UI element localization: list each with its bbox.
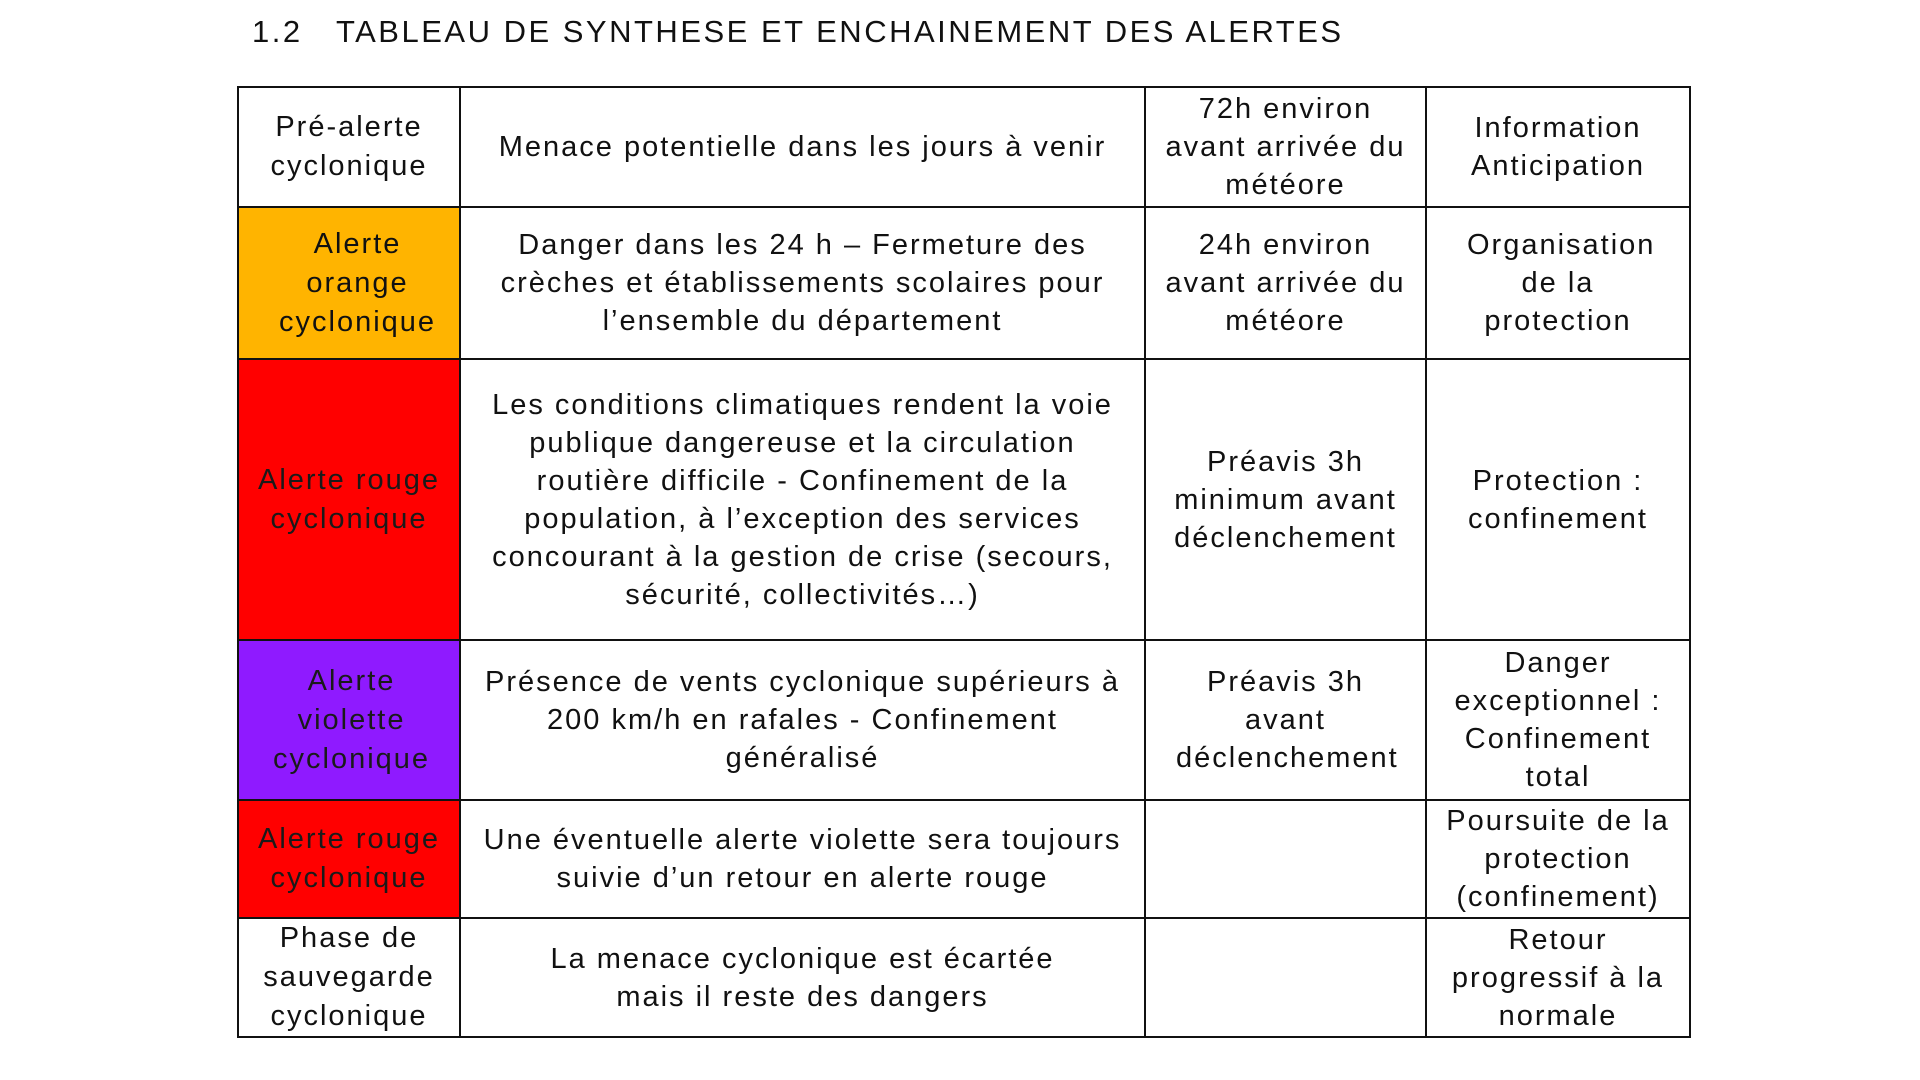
alert-description-cell: Les conditions climatiques rendent la voie publique dangereuse et la circulation routière difficile - Confinement de la population, à l’exception des services concourant à la gestion de crise (secours, sécurité, collectivités…) — [460, 359, 1145, 640]
table-row — [238, 207, 1690, 359]
alert-timing-cell — [1145, 800, 1426, 918]
alert-level-label: Alerte rouge cyclonique — [258, 823, 440, 894]
alert-timing-cell: 72h environ avant arrivée du météore — [1145, 87, 1426, 207]
alert-level-cell — [238, 918, 460, 1037]
alert-timing-cell — [1145, 918, 1426, 1037]
table-row — [238, 918, 1690, 1037]
alert-timing-cell: Préavis 3h avant déclenchement — [1145, 640, 1426, 800]
alert-level-cell — [238, 359, 460, 640]
alert-level-cell — [238, 800, 460, 918]
alert-description-cell: La menace cyclonique est écartée mais il reste des dangers — [460, 918, 1145, 1037]
alert-level-label: Phase de sauvegarde cyclonique — [263, 922, 435, 1032]
alert-level-cell — [238, 640, 460, 800]
alert-action-cell: Poursuite de la protection (confinement) — [1426, 800, 1690, 918]
table-row — [238, 87, 1690, 207]
alert-description-cell: Présence de vents cyclonique supérieurs à 200 km/h en rafales - Confinement généralisé — [460, 640, 1145, 800]
table-row — [238, 640, 1690, 800]
alert-level-label: Pré-alerte cyclonique — [270, 111, 428, 182]
alert-description-cell: Menace potentielle dans les jours à venir — [460, 87, 1145, 207]
table-row — [238, 359, 1690, 640]
alert-level-cell — [238, 87, 460, 207]
alert-action-cell: Information Anticipation — [1426, 87, 1690, 207]
alert-description-cell: Une éventuelle alerte violette sera toujours suivie d’un retour en alerte rouge — [460, 800, 1145, 918]
alert-timing-cell: 24h environ avant arrivée du météore — [1145, 207, 1426, 359]
alert-action-cell: Danger exceptionnel : Confinement total — [1426, 640, 1690, 800]
alert-description-cell: Danger dans les 24 h – Fermeture des crèches et établissements scolaires pour l’ensemble du département — [460, 207, 1145, 359]
section-number: 1.2 — [252, 14, 303, 49]
alerts-summary-table — [237, 86, 1691, 1038]
alert-timing-cell: Préavis 3h minimum avant déclenchement — [1145, 359, 1426, 640]
alert-action-cell: Organisation de la protection — [1426, 207, 1690, 359]
alert-level-label: Alerte violette cyclonique — [273, 664, 431, 775]
alert-action-cell: Protection : confinement — [1426, 359, 1690, 640]
alert-level-cell — [238, 207, 460, 359]
alert-level-label: Alerte orange cyclonique — [279, 227, 437, 338]
section-heading — [252, 14, 1344, 50]
alert-action-cell: Retour progressif à la normale — [1426, 918, 1690, 1037]
table-row — [238, 800, 1690, 918]
section-title: TABLEAU DE SYNTHESE ET ENCHAINEMENT DES ALERTES — [336, 14, 1344, 49]
alert-level-label: Alerte rouge cyclonique — [258, 463, 440, 535]
